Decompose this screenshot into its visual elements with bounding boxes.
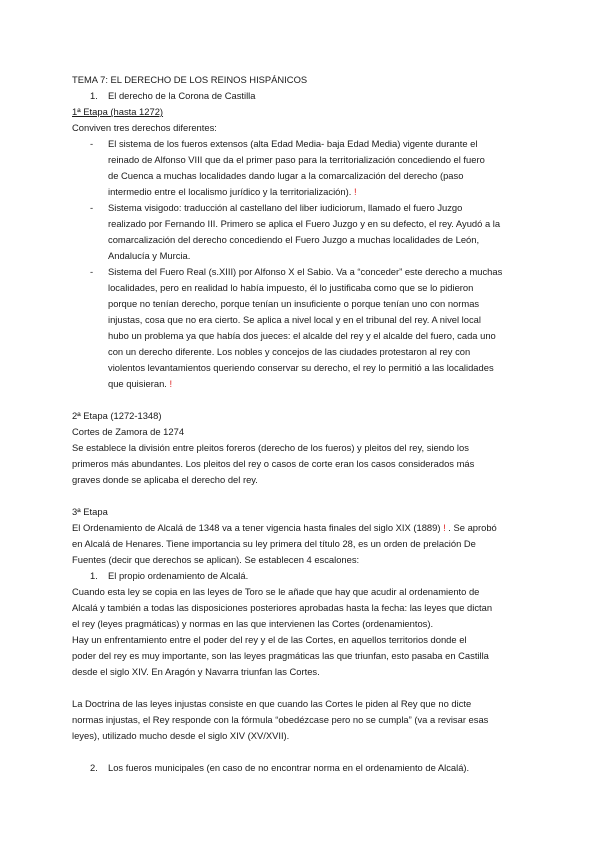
paragraph-line: intermedio entre el localismo jurídico y la territorialización). !	[108, 186, 357, 197]
list-item: Los fueros municipales (en caso de no encontrar norma en el ordenamiento de Alcalá).	[108, 762, 470, 773]
paragraph-line: graves donde se aplicaba el derecho del rey.	[72, 474, 258, 485]
paragraph-line: localidades, pero en realidad lo había impuesto, él lo justificaba como que se lo pidieron	[108, 282, 474, 293]
paragraph-line: realizado por Fernando III. Primero se aplica el Fuero Juzgo y en su defecto, el rey. Ayudó a la	[108, 218, 501, 229]
bullet-dash: -	[90, 202, 94, 213]
stage-3-heading: 3ª Etapa	[72, 506, 108, 517]
paragraph-line: que quisieran. !	[108, 378, 173, 389]
paragraph-line: el rey (leyes pragmáticas) y normas en las que intervienen las Cortes (ordenamientos).	[72, 618, 434, 629]
list-item: El propio ordenamiento de Alcalá.	[108, 570, 249, 581]
stage-2-subheading: Cortes de Zamora de 1274	[72, 426, 185, 437]
paragraph-line: violentos levantamientos queriendo conservar su derecho, el rey lo permitió a las localidades	[108, 362, 494, 373]
exclamation-mark: !	[443, 522, 446, 533]
paragraph-line: hubo un problema ya que había dos jueces: el alcalde del rey y el alcalde del fuero, cada uno	[108, 330, 496, 341]
paragraph-line: porque no tenían derecho, porque tenían un insuficiente o porque tenían uno con normas	[108, 298, 480, 309]
paragraph-line: normas injustas, el Rey responde con la fórmula “obedézcase pero no se cumpla” (va a revisar esas	[72, 714, 489, 725]
paragraph-line: desde el siglo XIV. En Aragón y Navarra triunfan las Cortes.	[72, 666, 320, 677]
paragraph-line: leyes), utilizado mucho desde el siglo XIV (XV/XVII).	[72, 730, 290, 741]
stage-1-heading: 1ª Etapa (hasta 1272)	[72, 106, 164, 117]
paragraph-line: primeros más abundantes. Los pleitos del rey o casos de corte eran los casos considerados más	[72, 458, 475, 469]
paragraph-line: Sistema del Fuero Real (s.XIII) por Alfonso X el Sabio. Va a “conceder” este derecho a muchas	[108, 266, 503, 277]
paragraph-line: La Doctrina de las leyes injustas consiste en que cuando las Cortes le piden al Rey que no dicte	[72, 698, 472, 709]
paragraph-line: injustas, cosa que no era cierto. Se aplica a nivel local y en el tribunal del rey. A nivel local	[108, 314, 481, 325]
paragraph-line: El sistema de los fueros extensos (alta Edad Media- baja Edad Media) vigente durante el	[108, 138, 478, 149]
paragraph-line: en Alcalá de Henares. Tiene importancia su ley primera del título 28, es un orden de prelación De	[72, 538, 476, 549]
paragraph-line: El Ordenamiento de Alcalá de 1348 va a tener vigencia hasta finales del siglo XIX (1889) ! . Se aprobó	[72, 522, 497, 533]
paragraph-line: comarcalización del derecho concediendo el Fuero Juzgo a muchas localidades de León,	[108, 234, 480, 245]
bullet-dash: -	[90, 138, 94, 149]
exclamation-mark: !	[169, 378, 173, 389]
document-title: TEMA 7: EL DERECHO DE LOS REINOS HISPÁNICOS	[72, 74, 308, 85]
paragraph-line: con un derecho diferente. Los nobles y concejos de las ciudades protestaron al rey con	[108, 346, 471, 357]
section-heading: El derecho de la Corona de Castilla	[108, 90, 256, 101]
paragraph-line: Alcalá y también a todas las disposiciones posteriores aprobadas hasta la fecha: las leyes que dictan	[72, 602, 493, 613]
paragraph-line: Hay un enfrentamiento entre el poder del rey y el de las Cortes, en aquellos territorios donde el	[72, 634, 467, 645]
list-number: 2.	[90, 762, 98, 773]
paragraph-line: de Cuenca a muchas localidades dando lugar a la comarcalización del derecho (paso	[108, 170, 464, 181]
list-number: 1.	[90, 90, 98, 101]
paragraph-line: Cuando esta ley se copia en las leyes de Toro se le añade que hay que acudir al ordenamiento de	[72, 586, 480, 597]
paragraph-line: Se establece la división entre pleitos foreros (derecho de los fueros) y pleitos del rey, siendo los	[72, 442, 469, 453]
paragraph-line: reinado de Alfonso VIII que da el primer paso para la territorialización concediendo el fuero	[108, 154, 485, 165]
stage-2-heading: 2ª Etapa (1272-1348)	[72, 410, 162, 421]
paragraph-line: Sistema visigodo: traducción al castellano del liber iudiciorum, llamado el fuero Juzgo	[108, 202, 463, 213]
paragraph-line: Fuentes (decir que derechos se aplican). Se establecen 4 escalones:	[72, 554, 360, 565]
exclamation-mark: !	[353, 186, 357, 197]
stage-1-intro: Conviven tres derechos diferentes:	[72, 122, 217, 133]
paragraph-line: poder del rey es muy importante, son las leyes pragmáticas las que triunfan, esto pasaba en Castilla	[72, 650, 489, 661]
bullet-dash: -	[90, 266, 94, 277]
list-number: 1.	[90, 570, 98, 581]
paragraph-line: Andalucía y Murcia.	[108, 250, 191, 261]
